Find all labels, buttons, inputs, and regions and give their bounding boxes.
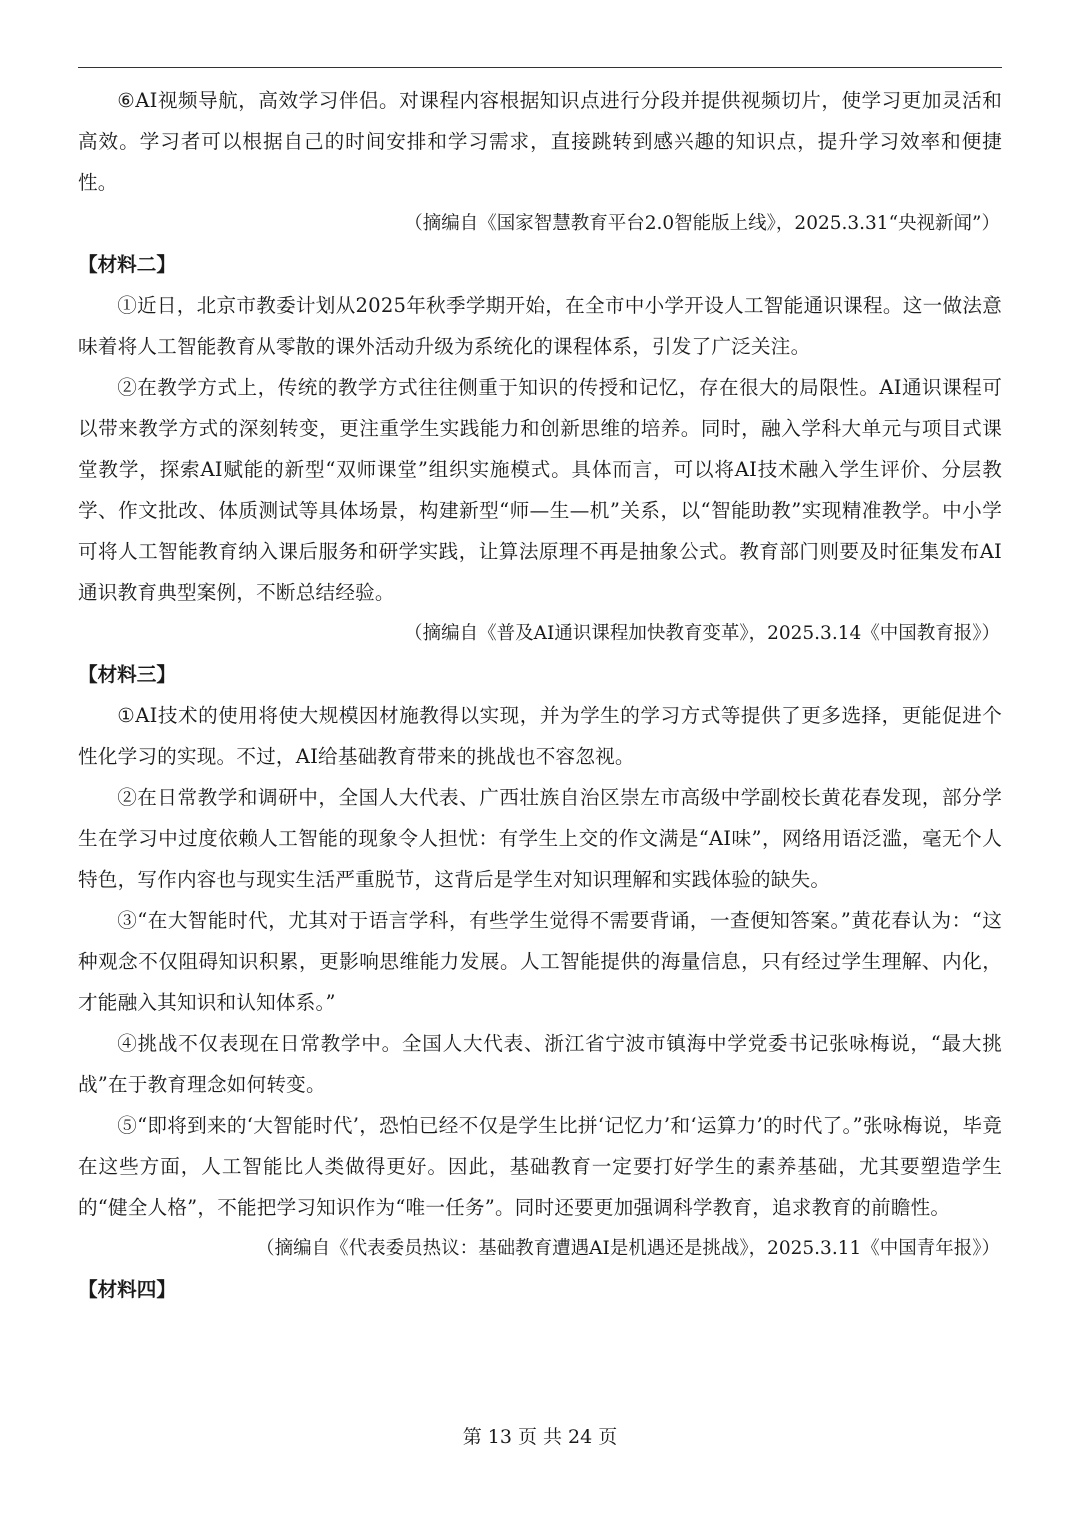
document-page <box>78 80 1002 1310</box>
material-3-paragraph-2: ②在日常教学和调研中，全国人大代表、广西壮族自治区崇左市高级中学副校长黄花春发现，部分学生在学习中过度依赖人工智能的现象令人担忧：有学生上交的作文满是“AI味”，网络用语泛滥，毫无个人特色，写作内容也与现实生活严重脱节，这背后是学生对知识理解和实践体验的缺失。 <box>78 786 1002 891</box>
material-1-paragraph-6: ⑥AI视频导航，高效学习伴侣。对课程内容根据知识点进行分段并提供视频切片，使学习更加灵活和高效。学习者可以根据自己的时间安排和学习需求，直接跳转到感兴趣的知识点，提升学习效率和便捷性。 <box>78 89 1002 194</box>
material-2-heading: 【材料二】 <box>78 253 176 276</box>
page-number: 第 13 页 共 24 页 <box>462 1426 618 1448</box>
material-3-paragraph-3: ③“在大智能时代，尤其对于语言学科，有些学生觉得不需要背诵，一查便知答案。”黄花春认为：“这种观念不仅阻碍知识积累，更影响思维能力发展。人工智能提供的海量信息，只有经过学生理解、内化，才能融入其知识和认知体系。” <box>78 909 1002 1014</box>
material-3-paragraph-1: ①AI技术的使用将使大规模因材施教得以实现，并为学生的学习方式等提供了更多选择，更能促进个性化学习的实现。不过，AI给基础教育带来的挑战也不容忽视。 <box>78 704 1002 768</box>
material-2-paragraph-1: ①近日，北京市教委计划从2025年秋季学期开始，在全市中小学开设人工智能通识课程。这一做法意味着将人工智能教育从零散的课外活动升级为系统化的课程体系，引发了广泛关注。 <box>78 294 1002 358</box>
material-4-heading: 【材料四】 <box>78 1278 176 1301</box>
material-3-paragraph-5: ⑤“即将到来的‘大智能时代’，恐怕已经不仅是学生比拼‘记忆力’和‘运算力’的时代了。”张咏梅说，毕竟在这些方面，人工智能比人类做得更好。因此，基础教育一定要打好学生的素养基础，尤其要塑造学生的“健全人格”，不能把学习知识作为“唯一任务”。同时还要更加强调科学教育，追求教育的前瞻性。 <box>78 1114 1002 1219</box>
material-3-source: （摘编自《代表委员热议：基础教育遭遇AI是机遇还是挑战》，2025.3.11《中国青年报》） <box>256 1238 1000 1259</box>
material-2-source: （摘编自《普及AI通识课程加快教育变革》，2025.3.14《中国教育报》） <box>404 623 1000 644</box>
material-3-heading: 【材料三】 <box>78 663 176 686</box>
material-1-source: （摘编自《国家智慧教育平台2.0智能版上线》，2025.3.31“央视新闻”） <box>404 213 1000 234</box>
material-3-paragraph-4: ④挑战不仅表现在日常教学中。全国人大代表、浙江省宁波市镇海中学党委书记张咏梅说，“最大挑战”在于教育理念如何转变。 <box>78 1032 1002 1096</box>
material-2-paragraph-2: ②在教学方式上，传统的教学方式往往侧重于知识的传授和记忆，存在很大的局限性。AI通识课程可以带来教学方式的深刻转变，更注重学生实践能力和创新思维的培养。同时，融入学科大单元与项目式课堂教学，探索AI赋能的新型“双师课堂”组织实施模式。具体而言，可以将AI技术融入学生评价、分层教学、作文批改、体质测试等具体场景，构建新型“师—生—机”关系，以“智能助教”实现精准教学。中小学可将人工智能教育纳入课后服务和研学实践，让算法原理不再是抽象公式。教育部门则要及时征集发布AI通识教育典型案例，不断总结经验。 <box>78 376 1002 604</box>
header-rule <box>78 67 1002 68</box>
